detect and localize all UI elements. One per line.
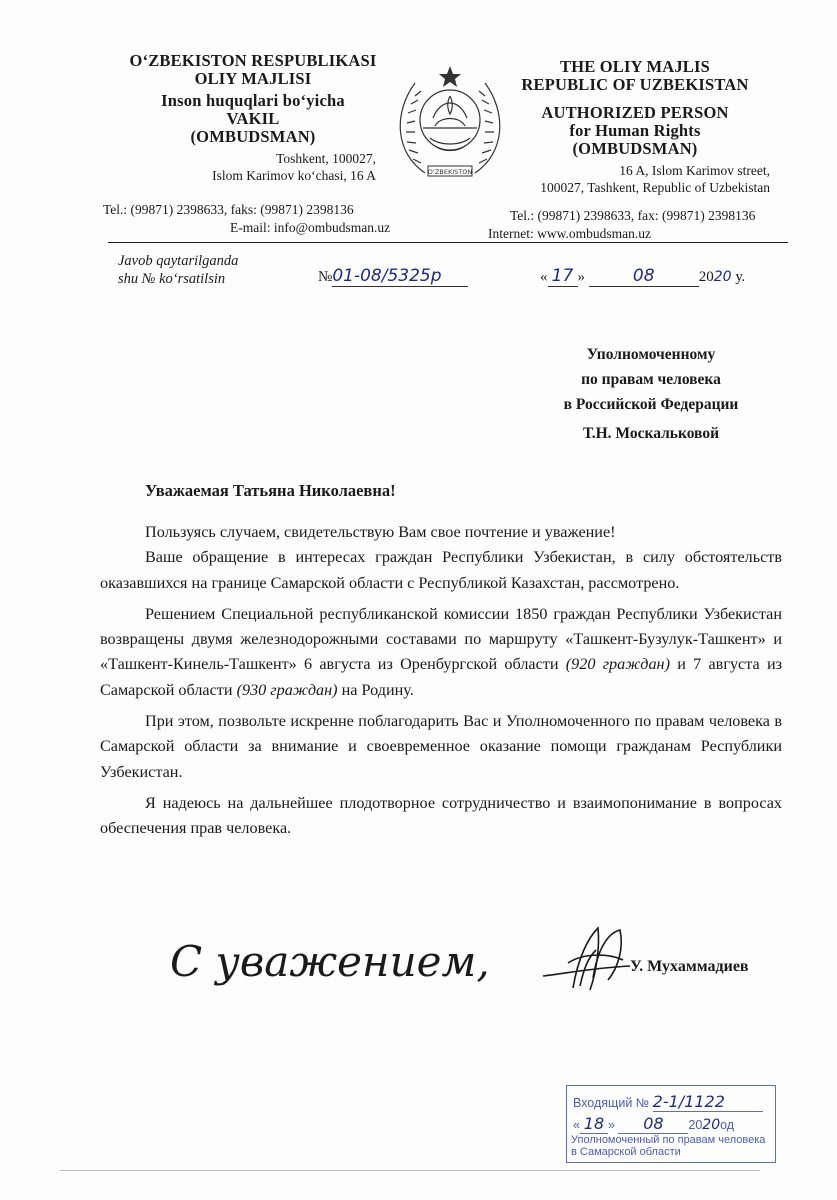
letterhead-right-web: Internet: www.ombudsman.uz [488,226,651,241]
addressee-line2: по правам человека [581,371,721,388]
letterhead-right-address2: 100027, Tashkent, Republic of Uzbekistan [540,180,770,195]
stamp-number: 2-1/1122 [652,1092,725,1111]
body-paragraph-3-part-c: и 7 августа из Самарской области [100,655,782,699]
body-paragraph-3-count-samara: (930 граждан) [236,680,338,699]
letterhead-left-line2: OLIY MAJLISI [194,69,312,88]
stamp-year-prefix: 20 [688,1118,703,1132]
body-paragraph-3-part-a: Решением Специальной республиканской комиссии 1850 граждан Республики Узбекистан возвращены двумя железнодорожными составами по маршруту «Ташкент-Бузулук-Ташкент» и «Ташкент-Кинель-Ташкент» 6 августа из Оренбургской области [100,604,782,674]
body-paragraph-5: Я надеюсь на дальнейшее плодотворное сотрудничество и взаимопонимание в вопросах обеспечения прав человека. [100,793,782,838]
signature-icon [538,918,638,998]
reply-note-line1: Javob qaytarilganda [118,253,239,269]
date-month: 08 [632,266,655,286]
stamp-day: 18 [583,1114,605,1133]
date-open-quote: « [540,269,548,285]
stamp-organization: Уполномоченный по правам человека в Самарской области [571,1134,766,1158]
addressee-line1: Уполномоченному [586,346,716,363]
stamp-month: 08 [643,1114,664,1133]
letterhead-left-email: E-mail: info@ombudsman.uz [230,220,391,235]
reply-note [118,252,238,288]
letterhead-left-line5: (OMBUDSMAN) [190,127,316,146]
incoming-stamp [566,1085,776,1163]
body-paragraph-3-part-e: на Родину. [337,680,414,699]
letterhead-right-line4: for Human Rights [569,121,701,140]
date-suffix: у. [735,269,746,285]
letterhead-left-line4: VAKIL [226,109,280,128]
letterhead-left [103,51,398,235]
letterhead-right-phone: Tel.: (99871) 2398633, fax: (99871) 2398136 [510,208,756,223]
stamp-year-label: од [720,1118,735,1132]
letterhead-left-address2: Islom Karimov ko‘chasi, 16 A [212,168,376,183]
addressee-line3: в Российской Федерации [563,396,739,413]
handwritten-closing [160,928,500,998]
date-year-prefix: 20 [698,269,714,285]
stamp-row-date [573,1114,734,1134]
salutation: Уважаемая Татьяна Николаевна! [145,481,396,500]
stamp-open-quote: « [573,1118,580,1132]
signatory-name: У. Мухаммадиев [630,958,749,975]
letterhead-left-phone: Tel.: (99871) 2398633, faks: (99871) 2398136 [103,202,354,217]
emblem-ribbon-label: O‘ZBEKISTON [427,168,473,176]
letterhead-right-line3: AUTHORIZED PERSON [541,103,729,122]
reply-note-line2: shu № ko‘rsatilsin [118,271,226,287]
letterhead-right-line2: REPUBLIC OF UZBEKISTAN [521,75,749,94]
body-paragraph-1: Пользуясь случаем, свидетельствую Вам свое почтение и уважение! [145,523,616,541]
stamp-year-suffix: 20 [702,1117,721,1133]
body-paragraph-2: Ваше обращение в интересах граждан Республики Узбекистан, в силу обстоятельств оказавшихся на границе Самарской области с Республикой Казахстан, рассмотрено. [100,548,782,592]
reference-value: 01-08/5325р [332,266,442,286]
letter-body [100,520,782,842]
page-bottom-edge [60,1170,760,1171]
stamp-row-number [573,1092,763,1112]
body-paragraph-3 [100,602,782,703]
addressee-name: Т.Н. Москальковой [582,425,720,442]
reference-prefix: № [318,269,333,285]
date-close-quote: » [577,269,585,285]
letterhead-right-address1: 16 A, Islom Karimov street, [619,163,770,178]
date-day: 17 [551,266,574,286]
addressee-block [520,342,782,446]
letterhead-left-address1: Toshkent, 100027, [276,151,376,166]
letterhead-right-line1: THE OLIY MAJLIS [559,57,710,76]
letterhead-right [480,57,790,241]
reference-number [318,266,468,287]
stamp-label: Входящий № [573,1096,650,1110]
letter-date [540,266,745,287]
body-paragraph-4: При этом, позвольте искренне поблагодарить Вас и Уполномоченного по правам человека в Самарской области за внимание и своевременное оказание помощи гражданам Республики Узбекистан. [100,712,782,781]
letterhead-left-line3: Inson huquqlari bo‘yicha [161,91,345,110]
letterhead-left-line1: O‘ZBEKISTON RESPUBLIKASI [129,51,377,70]
letterhead-right-line5: (OMBUDSMAN) [572,139,698,158]
handwritten-closing-text: С уважением, [170,937,490,986]
body-paragraph-3-count-orenburg: (920 граждан) [565,655,670,674]
stamp-close-quote: » [607,1118,615,1132]
date-year-suffix: 20 [713,269,732,285]
header-divider [108,242,788,243]
